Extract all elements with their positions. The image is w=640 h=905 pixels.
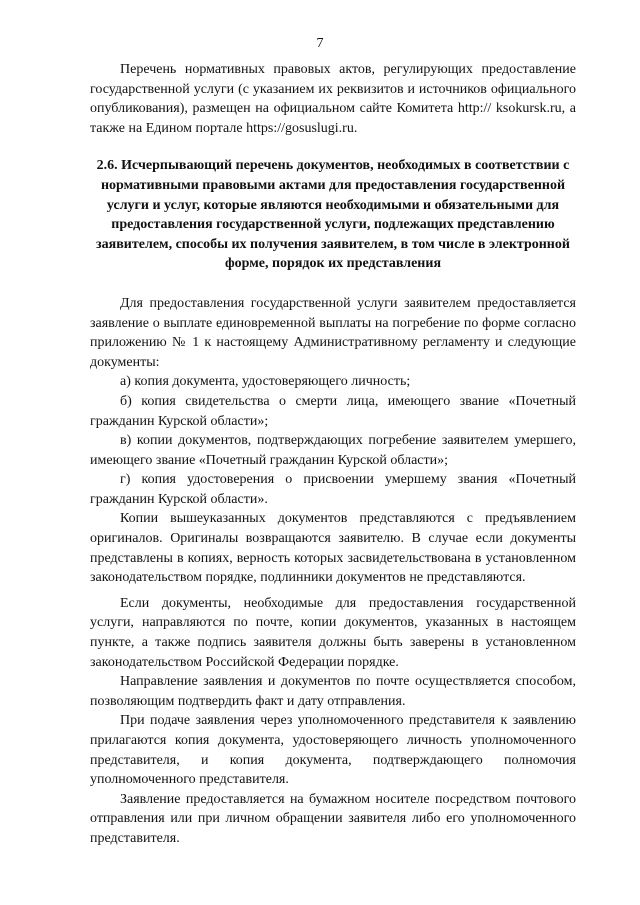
paragraph-representative: При подаче заявления через уполномоченного представителя к заявлению прилагаются копия документа, удостоверяющего личность уполномоченного представителя, и копия документа, подтверждающего полномочия уполномоченного представителя. bbox=[90, 713, 576, 788]
intro-paragraph: Перечень нормативных правовых актов, регулирующих предоставление государственной услуги (с указанием их реквизитов и источников официального опубликования), размещен на официальном сайте Комитета http:// ksokursk.ru, а также на Едином портале https://gosuslugi.ru. bbox=[90, 62, 576, 136]
paragraph-copies: Копии вышеуказанных документов представляются с предъявлением оригиналов. Оригиналы возвращаются заявителю. В случае если документы представлены в копиях, верность которых засвидетельствована в установленном законодательством порядке, подлинники документов не представляются. bbox=[90, 511, 576, 586]
list-item-b: б) копия свидетельства о смерти лица, имеющего звание «Почетный гражданин Курской области»; bbox=[90, 393, 576, 429]
document-body bbox=[90, 60, 576, 849]
list-item-v: в) копии документов, подтверждающих погребение заявителем умершего, имеющего звание «Почетный гражданин Курской области»; bbox=[90, 433, 576, 468]
list-item-a: а) копия документа, удостоверяющего личность; bbox=[120, 374, 411, 390]
section-heading-text: 2.6. Исчерпывающий перечень документов, необходимых в соответствии с нормативными правовыми актами для предоставления государственной услуги и услуг, которые являются необходимыми и обязательными для предоставления государственной услуги, подлежащих представлению заявителем, способы их получения заявителем, в том числе в электронной форме, порядок их представления bbox=[96, 158, 570, 272]
paragraph-postal-method: Направление заявления и документов по почте осуществляется способом, позволяющим подтвердить факт и дату отправления. bbox=[90, 674, 576, 709]
page-number: 7 bbox=[316, 36, 324, 51]
paragraph-postal-documents: Если документы, необходимые для предоставления государственной услуги, направляются по почте, копии документов, указанных в настоящем пункте, а также подпись заявителя должны быть заверены в установленном законодательством Российской Федерации порядке. bbox=[90, 595, 576, 670]
section-heading bbox=[90, 156, 576, 274]
paragraph-documents-list-intro: Для предоставления государственной услуги заявителем предоставляется заявление о выплате единовременной выплаты на погребение по форме согласно приложению № 1 к настоящему Административному регламенту и следующие документы: bbox=[90, 295, 576, 370]
paragraph-submission-method: Заявление предоставляется на бумажном носителе посредством почтового отправления или при личном обращении заявителя либо его уполномоченного представителя. bbox=[90, 791, 576, 846]
list-item-g: г) копия удостоверения о присвоении умершему звания «Почетный гражданин Курской области». bbox=[90, 472, 576, 507]
